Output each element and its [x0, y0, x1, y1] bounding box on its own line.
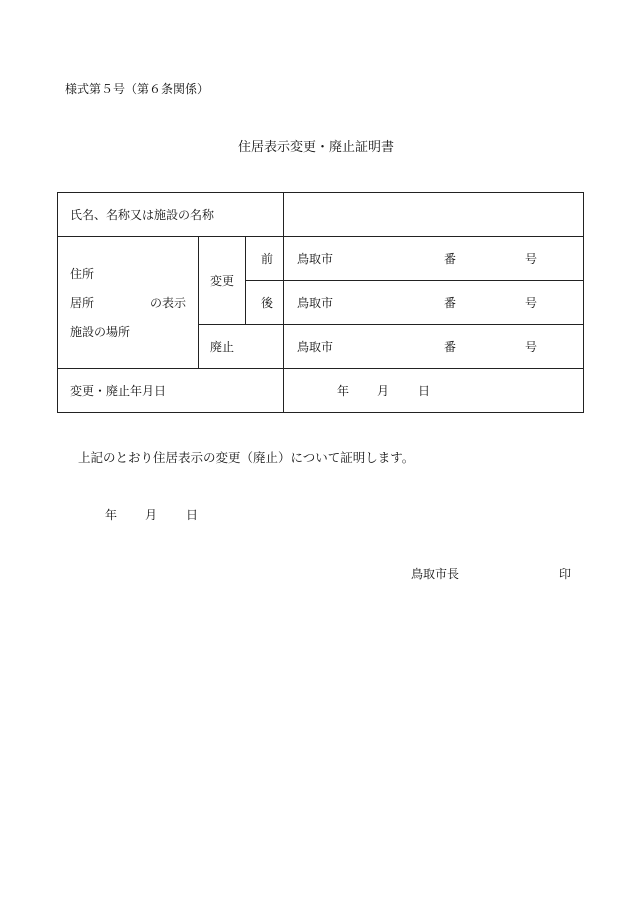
name-value[interactable] [298, 209, 568, 223]
abolish-ban: 番 [444, 340, 457, 354]
table-rule [245, 280, 583, 281]
address-label-line: の表示 [150, 296, 187, 310]
table-rule [245, 236, 246, 324]
document-title: 住居表示変更・廃止証明書 [238, 140, 395, 155]
after-city: 鳥取市 [297, 296, 334, 310]
abolish-city: 鳥取市 [297, 340, 334, 354]
date-month: 月 [377, 384, 390, 398]
seal-mark: 印 [559, 567, 572, 581]
statement-text: 上記のとおり住居表示の変更（廃止）について証明します。 [78, 450, 415, 465]
address-label-line: 施設の場所 [70, 325, 131, 339]
before-city: 鳥取市 [297, 252, 334, 266]
after-ban: 番 [444, 296, 457, 310]
change-label: 変更 [210, 274, 235, 288]
after-label: 後 [261, 296, 274, 310]
abolish-label: 廃止 [210, 340, 235, 354]
before-go: 号 [525, 252, 538, 266]
table-rule [58, 368, 583, 369]
form-number: 様式第５号（第６条関係） [65, 82, 210, 96]
address-label-line: 住所 [70, 267, 95, 281]
table-rule [198, 236, 199, 368]
issue-day: 日 [186, 508, 199, 522]
table-rule [198, 324, 583, 325]
certificate-table [57, 192, 584, 413]
issue-year: 年 [105, 508, 118, 522]
date-day: 日 [418, 384, 431, 398]
date-label: 変更・廃止年月日 [70, 384, 167, 398]
table-rule [283, 193, 284, 412]
before-ban: 番 [444, 252, 457, 266]
name-label: 氏名、名称又は施設の名称 [70, 208, 215, 222]
after-go: 号 [525, 296, 538, 310]
issue-month: 月 [145, 508, 158, 522]
table-rule [58, 236, 583, 237]
mayor-label: 鳥取市長 [411, 567, 460, 581]
before-label: 前 [261, 252, 274, 266]
abolish-go: 号 [525, 340, 538, 354]
address-label-line: 居所 [70, 296, 95, 310]
date-year: 年 [337, 384, 350, 398]
